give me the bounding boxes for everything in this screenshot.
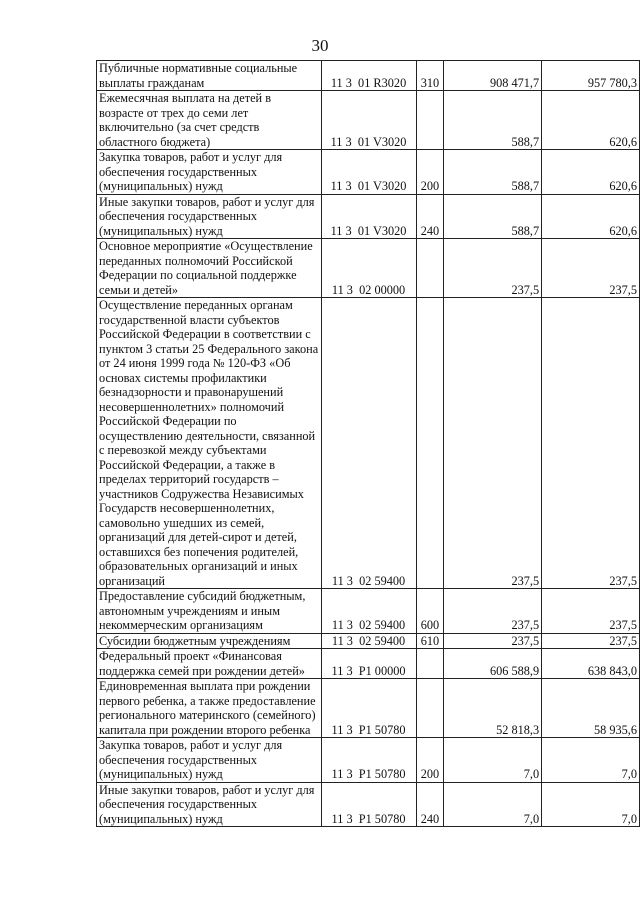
amount-year2-cell: 237,5 <box>542 239 640 298</box>
target-article-code-cell: 11 3 01 R3020 <box>321 61 416 91</box>
target-article-code-cell: 11 3 P1 00000 <box>321 649 416 679</box>
table-row <box>97 738 640 783</box>
row-name-cell: Субсидии бюджетным учреждениям <box>97 633 322 649</box>
table-row <box>97 239 640 298</box>
row-name-cell: Единовременная выплата при рождении первого ребенка, а также предоставление регионального материнского (семейного) капитала при рождении второго ребенка <box>97 679 322 738</box>
amount-year1-cell: 7,0 <box>444 738 542 783</box>
amount-year1-cell: 237,5 <box>444 239 542 298</box>
amount-year2-cell: 237,5 <box>542 633 640 649</box>
expense-type-cell <box>416 239 444 298</box>
expense-type-cell: 240 <box>416 782 444 827</box>
target-article-code-cell: 11 3 P1 50780 <box>321 679 416 738</box>
target-article-code-cell: 11 3 02 59400 <box>321 298 416 589</box>
expense-type-cell: 200 <box>416 150 444 195</box>
amount-year2-cell: 620,6 <box>542 194 640 239</box>
target-article-code-cell: 11 3 P1 50780 <box>321 738 416 783</box>
amount-year2-cell: 58 935,6 <box>542 679 640 738</box>
target-article-code-cell: 11 3 02 59400 <box>321 589 416 634</box>
target-article-code-cell: 11 3 01 V3020 <box>321 91 416 150</box>
row-name-cell: Публичные нормативные социальные выплаты гражданам <box>97 61 322 91</box>
amount-year1-cell: 7,0 <box>444 782 542 827</box>
amount-year1-cell: 237,5 <box>444 298 542 589</box>
table-row <box>97 589 640 634</box>
amount-year2-cell: 620,6 <box>542 91 640 150</box>
row-name-cell: Закупка товаров, работ и услуг для обеспечения государственных (муниципальных) нужд <box>97 150 322 195</box>
table-row <box>97 649 640 679</box>
row-name-cell: Иные закупки товаров, работ и услуг для обеспечения государственных (муниципальных) нужд <box>97 782 322 827</box>
table-row <box>97 61 640 91</box>
expense-type-cell: 310 <box>416 61 444 91</box>
row-name-cell: Основное мероприятие «Осуществление переданных полномочий Российской Федерации по социальной поддержке семьи и детей» <box>97 239 322 298</box>
expense-type-cell: 600 <box>416 589 444 634</box>
row-name-cell: Ежемесячная выплата на детей в возрасте от трех до семи лет включительно (за счет средств областного бюджета) <box>97 91 322 150</box>
expense-type-cell <box>416 298 444 589</box>
amount-year2-cell: 237,5 <box>542 589 640 634</box>
table-row <box>97 633 640 649</box>
row-name-cell: Иные закупки товаров, работ и услуг для обеспечения государственных (муниципальных) нужд <box>97 194 322 239</box>
amount-year1-cell: 588,7 <box>444 91 542 150</box>
target-article-code-cell: 11 3 02 00000 <box>321 239 416 298</box>
table-row <box>97 679 640 738</box>
amount-year1-cell: 588,7 <box>444 194 542 239</box>
amount-year2-cell: 7,0 <box>542 782 640 827</box>
budget-table <box>96 60 640 827</box>
row-name-cell: Закупка товаров, работ и услуг для обеспечения государственных (муниципальных) нужд <box>97 738 322 783</box>
amount-year1-cell: 237,5 <box>444 589 542 634</box>
target-article-code-cell: 11 3 01 V3020 <box>321 150 416 195</box>
page-number: 30 <box>311 36 329 55</box>
target-article-code-cell: 11 3 02 59400 <box>321 633 416 649</box>
budget-table-body <box>97 61 640 827</box>
expense-type-cell <box>416 91 444 150</box>
amount-year1-cell: 237,5 <box>444 633 542 649</box>
table-row <box>97 150 640 195</box>
amount-year1-cell: 52 818,3 <box>444 679 542 738</box>
row-name-cell: Предоставление субсидий бюджетным, автономным учреждениям и иным некоммерческим организациям <box>97 589 322 634</box>
amount-year1-cell: 588,7 <box>444 150 542 195</box>
table-row <box>97 782 640 827</box>
expense-type-cell: 610 <box>416 633 444 649</box>
row-name-cell: Осуществление переданных органам государственной власти субъектов Российской Федерации в соответствии с пунктом 3 статьи 25 Федерального закона от 24 июня 1999 года № 120-ФЗ «Об основах системы профилактики безнадзорности и правонарушений несовершеннолетних» полномочий Российской Федерации по осуществлению деятельности, связанной с перевозкой между субъектами Российской Федерации, а также в пределах территорий государств – участников Содружества Независимых Государств несовершеннолетних, самовольно ушедших из семей, организаций для детей-сирот и детей, оставшихся без попечения родителей, образовательных организаций и иных организаций <box>97 298 322 589</box>
amount-year2-cell: 620,6 <box>542 150 640 195</box>
row-name-cell: Федеральный проект «Финансовая поддержка семей при рождении детей» <box>97 649 322 679</box>
expense-type-cell: 200 <box>416 738 444 783</box>
amount-year2-cell: 7,0 <box>542 738 640 783</box>
table-row <box>97 91 640 150</box>
amount-year2-cell: 957 780,3 <box>542 61 640 91</box>
table-row <box>97 194 640 239</box>
amount-year2-cell: 237,5 <box>542 298 640 589</box>
amount-year1-cell: 606 588,9 <box>444 649 542 679</box>
expense-type-cell: 240 <box>416 194 444 239</box>
amount-year1-cell: 908 471,7 <box>444 61 542 91</box>
table-row <box>97 298 640 589</box>
target-article-code-cell: 11 3 P1 50780 <box>321 782 416 827</box>
expense-type-cell <box>416 679 444 738</box>
expense-type-cell <box>416 649 444 679</box>
target-article-code-cell: 11 3 01 V3020 <box>321 194 416 239</box>
amount-year2-cell: 638 843,0 <box>542 649 640 679</box>
